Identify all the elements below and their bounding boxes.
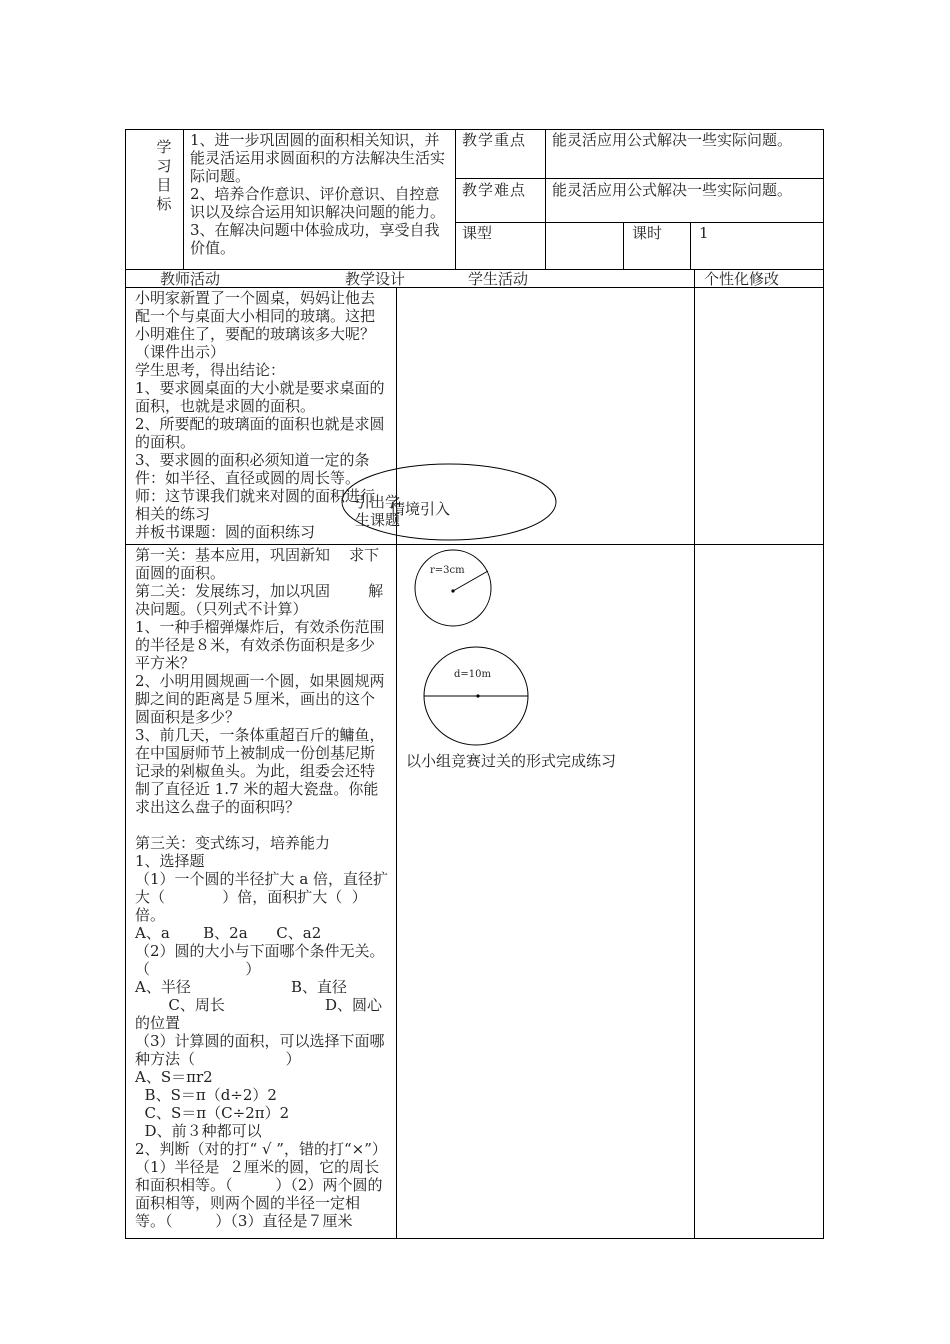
header-teacher: 教师活动: [160, 270, 221, 288]
lesson-type-label: 课型: [462, 224, 493, 242]
header-student: 学生活动: [468, 270, 529, 288]
circle-radius-diagram: [412, 547, 494, 629]
difficulty-text: 能灵活应用公式解决一些实际问题。: [552, 181, 793, 199]
header-personal: 个性化修改: [704, 270, 780, 288]
col-divider: [623, 222, 624, 269]
practice-text: 第一关：基本应用，巩固新知 求下面圆的面积。 第二关：发展练习，加以巩固 解决问题。（只列式不计算） 1、一种手榴弹爆炸后，有效杀伤范围的半径是８米，有效杀伤面积是多少平方米？ 2、小明用圆规画一个圆，如果圆规两脚之间的距离是５厘米，画出的这个圆面积是多少？ 3、前几天，一条体重超百斤的鳙鱼，在中国厨师节上被制成一份创基尼斯记录的剁椒鱼头。为此，组委会还特制了直径近 1.7 米的超大瓷盘。你能求出这么盘子的面积吗？ 第三关：变式练习，培养能力 1、选择题 （1）一个圆的半径扩大 a 倍，直径扩大（ ）倍，面积扩大（ ）倍。 A、a B、2a C、a2 （2）圆的大小与下面哪个条件无关。（ ） A、半径 B、直径 C、周长 D、圆心的位置 （3）计算圆的面积，可以选择下面哪种方法（ ） A、S＝πr2 B、S＝π（d÷2）2 C、S＝π（C÷2π）2 D、前３种都可以 2、判断（对的打“ √ ”，错的打“×”） （1）半径是 ２厘米的圆，它的周长和面积相等。（ ）（2）两个圆的面积相等，则两个圆的半径一定相等。（ ）（3）直径是７厘米: [135, 546, 389, 1230]
col-divider: [396, 287, 397, 1238]
col-divider: [455, 129, 456, 269]
intro-side-note: 引出学生课题: [355, 493, 401, 529]
objectives-side-label: 学习目标: [156, 138, 172, 213]
row-divider: [125, 544, 824, 545]
intro-ellipse-label: 情境引入: [390, 500, 451, 518]
table-border-left: [125, 129, 126, 1239]
table-border-right: [823, 129, 824, 1239]
objectives-text: 1、进一步巩固圆的面积相关知识，并能灵活运用求圆面积的方法解决生活实际问题。 2、培养合作意识、评价意识、自控意识以及综合运用知识解决问题的能力。 3、在解决问题中体验成功，享受自我价值。: [190, 131, 446, 257]
col-divider: [545, 129, 546, 269]
key-point-text: 能灵活应用公式解决一些实际问题。: [552, 131, 793, 149]
row-divider: [455, 178, 824, 179]
circle2-label: d=10m: [454, 669, 491, 680]
lesson-hours-value: 1: [699, 224, 709, 242]
row-divider: [455, 222, 824, 223]
table-border-bottom: [125, 1238, 824, 1239]
intro-text: 小明家新置了一个圆桌，妈妈让他去配一个与桌面大小相同的玻璃。这把小明难住了，要配的玻璃该多大呢？（课件出示） 学生思考，得出结论： 1、要求圆桌面的大小就是要求桌面的面积，也就是求圆的面积。 2、所要配的玻璃面的面积也就是求圆的面积。 3、要求圆的面积必须知道一定的条件：如半径、直径或圆的周长等。 师：这节课我们就来对圆的面积进行相关的练习 并板书课题：圆的面积练习: [135, 289, 385, 541]
student-practice-note: 以小组竞赛过关的形式完成练习: [406, 752, 617, 770]
header-design: 教学设计: [345, 270, 406, 288]
circle-diameter-diagram: [420, 646, 532, 748]
table-border-top: [125, 129, 824, 130]
col-divider: [183, 129, 184, 269]
circle1-label: r=3cm: [430, 565, 465, 576]
lesson-hours-label: 课时: [632, 224, 663, 242]
key-point-label: 教学重点: [462, 131, 527, 149]
col-divider: [690, 222, 691, 269]
col-divider: [694, 269, 695, 1239]
difficulty-label: 教学难点: [462, 181, 527, 199]
